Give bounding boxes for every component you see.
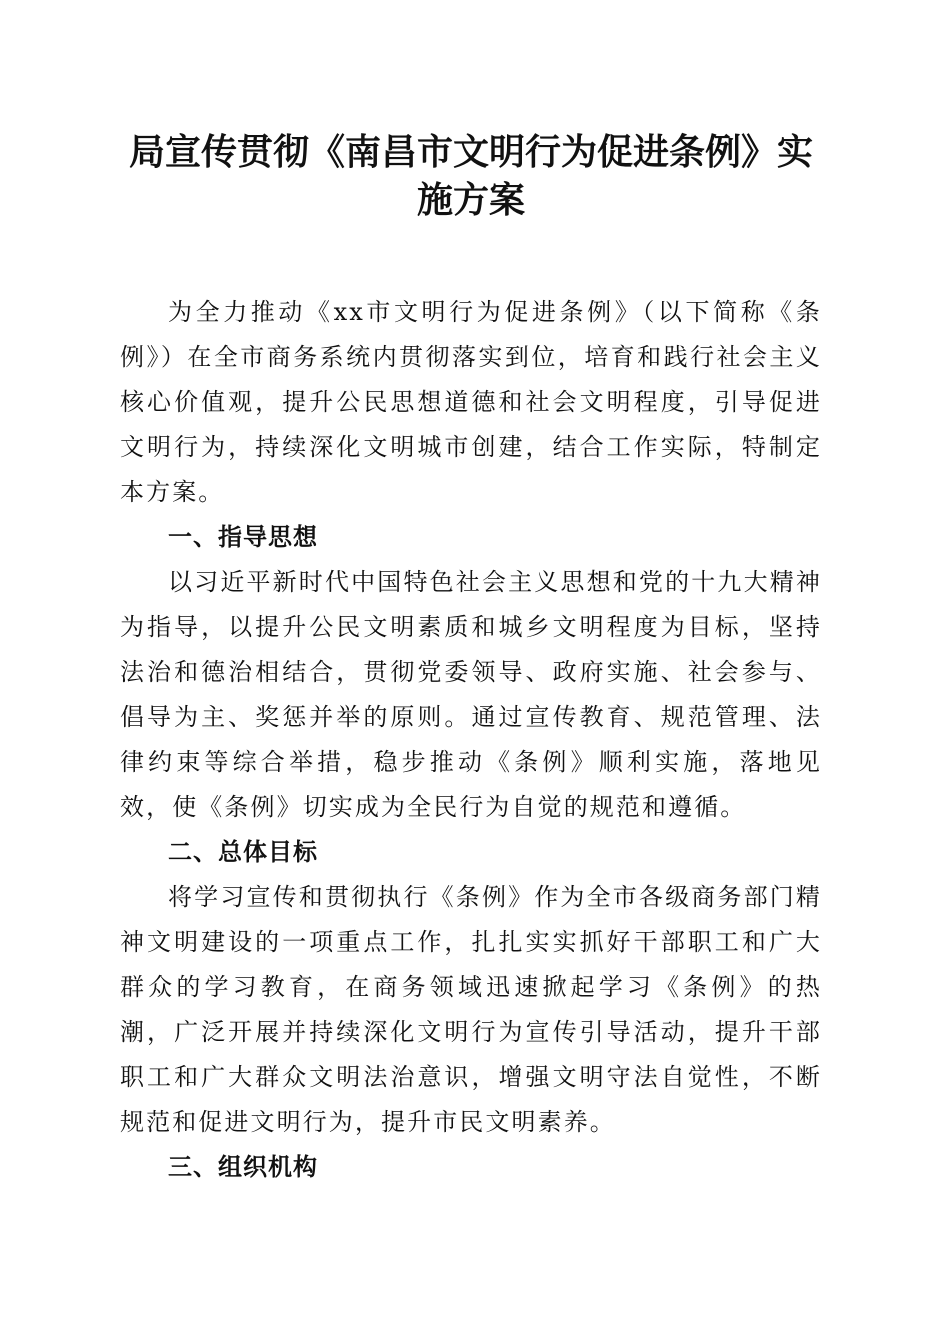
document-title: 局宣传贯彻《南昌市文明行为促进条例》实施方案 — [128, 131, 813, 221]
section-body-guiding-ideology: 以习近平新时代中国特色社会主义思想和党的十九大精神为指导，以提升公民文明素质和城乡文明程度为目标，坚持法治和德治相结合，贯彻党委领导、政府实施、社会参与、倡导为主、奖惩并举的原则。通过宣传教育、规范管理、法律约束等综合举措，稳步推动《条例》顺利实施，落地见效，使《条例》切实成为全民行为自觉的规范和遵循。 — [120, 568, 822, 821]
section-heading-guiding-ideology: 一、指导思想 — [168, 523, 318, 551]
section-heading-overall-goal: 二、总体目标 — [168, 838, 318, 866]
section-body-overall-goal: 将学习宣传和贯彻执行《条例》作为全市各级商务部门精神文明建设的一项重点工作，扎扎实实抓好干部职工和广大群众的学习教育，在商务领域迅速掀起学习《条例》的热潮，广泛开展并持续深化文明行为宣传引导活动，提升干部职工和广大群众文明法治意识，增强文明守法自觉性，不断规范和促进文明行为，提升市民文明素养。 — [120, 883, 822, 1136]
intro-paragraph: 为全力推动《xx市文明行为促进条例》（以下简称《条例》）在全市商务系统内贯彻落实到位，培育和践行社会主义核心价值观，提升公民思想道德和社会文明程度，引导促进文明行为，持续深化文明城市创建，结合工作实际，特制定本方案。 — [120, 298, 822, 506]
section-heading-organization: 三、组织机构 — [168, 1153, 318, 1181]
document-page — [120, 128, 822, 1190]
